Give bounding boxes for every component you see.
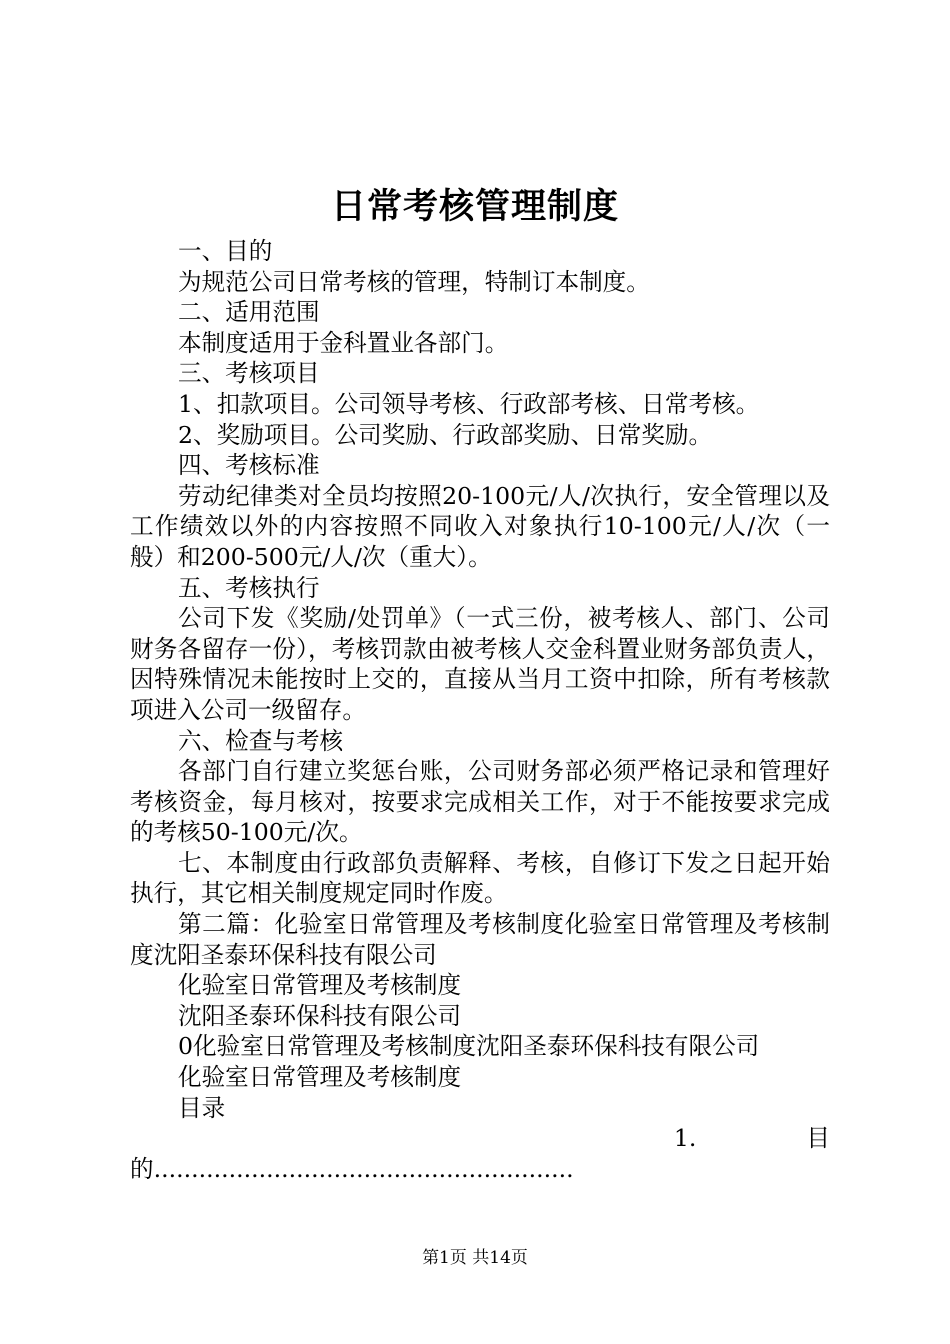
toc-entry-continued bbox=[130, 1154, 830, 1185]
paragraph: 为规范公司日常考核的管理，特制订本制度。 bbox=[178, 267, 650, 296]
paragraph: 化验室日常管理及考核制度 bbox=[178, 1063, 462, 1092]
paragraph: 七、本制度由行政部负责解释、考核，自修订下发之日起开始执行，其它相关制度规定同时作废。 bbox=[130, 848, 830, 908]
paragraph: 1、扣款项目。公司领导考核、行政部考核、日常考核。 bbox=[178, 389, 760, 418]
paragraph: 第二篇：化验室日常管理及考核制度化验室日常管理及考核制度沈阳圣泰环保科技有限公司 bbox=[130, 910, 830, 969]
toc-entry bbox=[130, 1123, 830, 1154]
paragraph: 四、考核标准 bbox=[178, 451, 320, 480]
paragraph: 化验室日常管理及考核制度 bbox=[178, 971, 462, 1000]
paragraph: 一、目的 bbox=[178, 237, 273, 265]
toc-leader-dots: ........................................................ bbox=[153, 1154, 574, 1183]
paragraph: 目录 bbox=[178, 1093, 226, 1122]
toc-number: 1. bbox=[673, 1124, 697, 1153]
paragraph: 各部门自行建立奖惩台账，公司财务部必须严格记录和管理好考核资金，每月核对，按要求完成相关工作，对于不能按要求完成的考核50-100元/次。 bbox=[130, 757, 830, 847]
paragraph: 0化验室日常管理及考核制度沈阳圣泰环保科技有限公司 bbox=[178, 1032, 760, 1061]
paragraph: 2、奖励项目。公司奖励、行政部奖励、日常奖励。 bbox=[178, 420, 713, 449]
document-body bbox=[130, 236, 830, 1184]
toc-title-end: 的 bbox=[130, 1154, 154, 1183]
paragraph: 二、适用范围 bbox=[178, 298, 320, 327]
paragraph: 劳动纪律类对全员均按照20-100元/人/次执行，安全管理以及工作绩效以外的内容按照不同收入对象执行10-100元/人/次（一般）和200-500元/人/次（重大）。 bbox=[130, 481, 830, 571]
paragraph: 公司下发《奖励/处罚单》（一式三份，被考核人、部门、公司财务各留存一份），考核罚款由被考核人交金科置业财务部负责人，因特殊情况未能按时上交的，直接从当月工资中扣除，所有考核款项进入公司一级留存。 bbox=[130, 604, 830, 724]
toc-title-start: 目 bbox=[806, 1124, 830, 1153]
paragraph: 三、考核项目 bbox=[178, 359, 320, 388]
paragraph: 本制度适用于金科置业各部门。 bbox=[178, 328, 509, 357]
paragraph: 五、考核执行 bbox=[178, 573, 320, 602]
document-title: 日常考核管理制度 bbox=[330, 186, 619, 227]
paragraph: 沈阳圣泰环保科技有限公司 bbox=[178, 1001, 462, 1030]
paragraph: 六、检查与考核 bbox=[178, 726, 344, 755]
page-footer: 第1页 共14页 bbox=[422, 1248, 528, 1268]
